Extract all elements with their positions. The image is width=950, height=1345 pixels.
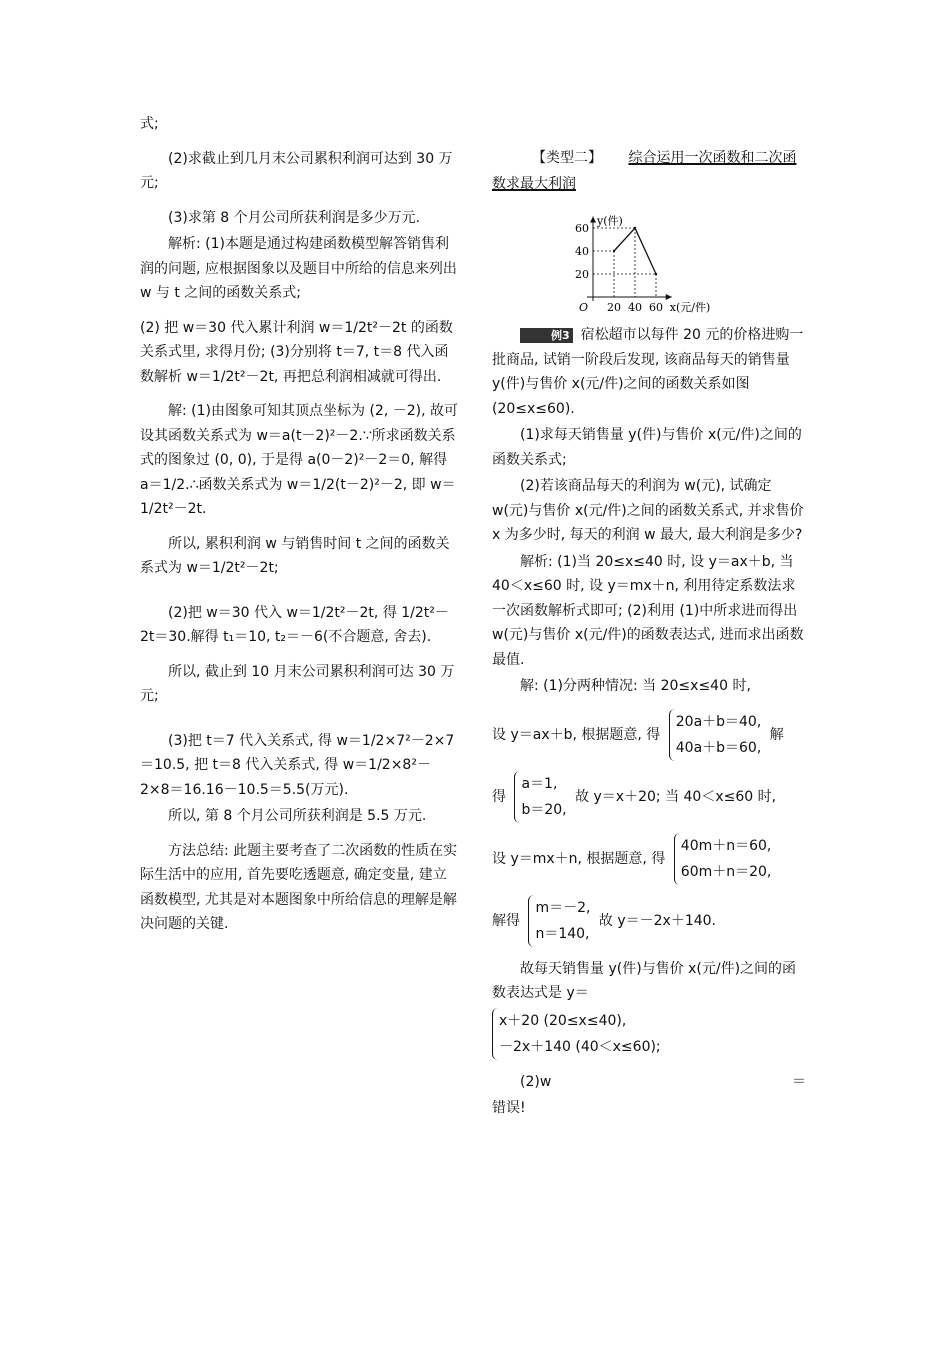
system-2-lead: 设 y＝mx＋n, 根据题意, 得: [492, 850, 666, 867]
equation: 40a＋b＝60,: [675, 739, 762, 756]
system-1-line: [492, 709, 806, 761]
part-2-label: (2)w: [520, 1073, 552, 1090]
x-axis-label: x(元/件): [669, 301, 711, 314]
solution-2-conclusion: 所以, 截止到 10 月末公司累积利润可达 30 万元;: [140, 663, 455, 704]
section-heading: [492, 145, 806, 197]
system-2-line: [492, 833, 806, 885]
data-point: [655, 273, 657, 275]
solution-1: 解: (1)由图象可知其顶点坐标为 (2, －2), 故可设其函数关系式为 w＝a(t－2)²－2.∵所求函数关系式的图象过 (0, 0), 于是得 a(0－2)²－2＝0, 解得 a＝1/2.∴函数关系式为 w＝1/2(t－2)²－2, 即 w＝1/2t²－2t.: [140, 403, 458, 517]
error-text: 错误!: [492, 1100, 526, 1116]
system-1-solution-line: [492, 771, 806, 823]
sales-graph: [559, 205, 739, 317]
y-tick-label: 20: [575, 268, 589, 281]
piecewise-function: [492, 1008, 661, 1060]
solution-lead: 解得: [492, 912, 520, 929]
left-column: [140, 112, 460, 939]
example-question-2: (2)若该商品每天的利润为 w(元), 试确定 w(元)与售价 x(元/件)之间的函数关系式, 并求售价 x 为多少时, 每天的利润 w 最大, 最大利润是多少?: [492, 478, 804, 543]
text-line: 式;: [140, 116, 159, 132]
right-column: [492, 145, 806, 1123]
equation: －2x＋140 (40＜x≤60);: [499, 1038, 661, 1055]
y-axis-arrow: [590, 217, 596, 223]
x-tick-label: 20: [607, 301, 621, 314]
equation: x＋20 (20≤x≤40),: [499, 1012, 627, 1029]
equation: 60m＋n＝20,: [680, 863, 772, 880]
question-2: (2)求截止到几月末公司累积利润可达到 30 万元;: [140, 150, 453, 191]
y-tick-label: 40: [575, 245, 589, 258]
solution-3-conclusion: 所以, 第 8 个月公司所获利润是 5.5 万元.: [168, 808, 427, 824]
example-analysis: 解析: (1)当 20≤x≤40 时, 设 y＝ax＋b, 当 40＜x≤60 时, 设 y＝mx＋n, 利用待定系数法求一次函数解析式即可; (2)利用 (1)中所求进而得出 w(元)与售价 x(元/件)的函数表达式, 进而求出函数最值.: [492, 553, 804, 668]
example-3-stem: [492, 323, 806, 421]
solution-tail: 故 y＝－2x＋140.: [598, 912, 717, 929]
system-1-lead: 设 y＝ax＋b, 根据题意, 得: [492, 726, 661, 743]
analysis-paragraph-2: (2) 把 w＝30 代入累计利润 w＝1/2t²－2t 的函数关系式里, 求得月份; (3)分别将 t＝7, t＝8 代入函数解析 w＝1/2t²－2t, 再把总利润相减就可得出.: [140, 319, 453, 385]
part-2-line: [492, 1070, 806, 1095]
series-line: [614, 228, 656, 274]
solution-system-2: [528, 895, 590, 947]
equation: 20a＋b＝40,: [675, 713, 762, 730]
system-1-tail: 解: [769, 726, 784, 743]
y-tick-label: 60: [575, 222, 589, 235]
solution-2: (2)把 w＝30 代入 w＝1/2t²－2t, 得 1/2t²－2t＝30.解得 t₁＝10, t₂＝－6(不合题意, 舍去).: [140, 604, 449, 645]
question-3: (3)求第 8 个月公司所获利润是多少万元.: [168, 209, 421, 226]
example-tag: 例3: [520, 328, 573, 343]
equation-system-1: [669, 709, 762, 761]
piecewise-line: [492, 1008, 806, 1060]
y-axis-label: y(件): [597, 214, 623, 228]
x-axis-arrow: [666, 294, 672, 300]
data-point: [613, 250, 615, 252]
example-question-1: (1)求每天销售量 y(件)与售价 x(元/件)之间的函数关系式;: [492, 427, 802, 468]
piecewise-intro: 故每天销售量 y(件)与售价 x(元/件)之间的函数表达式是 y＝: [492, 960, 797, 1001]
solution-lead: 得: [492, 788, 506, 805]
system-2-solution-line: [492, 895, 806, 947]
equation: a＝1,: [521, 775, 558, 792]
equation: m＝－2,: [535, 899, 591, 916]
example-text: 宿松超市以每件 20 元的价格进购一批商品, 试销一阶段后发现, 该商品每天的销售量 y(件)与售价 x(元/件)之间的函数关系如图 (20≤x≤60).: [492, 327, 804, 417]
heading-bracket: 【类型二】: [532, 150, 602, 166]
heading-text: 综合运用一次函数和二次函数求最大利润: [492, 150, 797, 192]
example-solution-intro: 解: (1)分两种情况: 当 20≤x≤40 时,: [520, 678, 751, 694]
equation-system-2: [674, 833, 772, 885]
analysis-paragraph: 解析: (1)本题是通过构建函数模型解答销售利润的问题, 应根据图象以及题目中所给的信息来列出 w 与 t 之间的函数关系式;: [140, 236, 457, 301]
equation: 40m＋n＝60,: [680, 837, 772, 854]
solution-tail: 故 y＝x＋20; 当 40＜x≤60 时,: [575, 788, 777, 805]
origin-label: O: [579, 301, 589, 314]
x-tick-label: 60: [649, 301, 663, 314]
equation: b＝20,: [521, 801, 567, 818]
data-point: [634, 227, 636, 229]
solution-system-1: [514, 771, 566, 823]
method-summary: 方法总结: 此题主要考查了二次函数的性质在实际生活中的应用, 首先要吃透题意, 确定变量, 建立函数模型, 尤其是对本题图象中所给信息的理解是解决问题的关键.: [140, 842, 458, 932]
equation: n＝140,: [535, 925, 590, 942]
x-tick-label: 40: [628, 301, 642, 314]
solution-3: (3)把 t＝7 代入关系式, 得 w＝1/2×7²－2×7＝10.5, 把 t＝8 代入关系式, 得 w＝1/2×8²－2×8＝16.16－10.5＝5.5(万元).: [140, 732, 455, 798]
solution-1-conclusion: 所以, 累积利润 w 与销售时间 t 之间的函数关系式为 w＝1/2t²－2t;: [140, 535, 450, 576]
equals-sign: ＝: [792, 1073, 806, 1090]
